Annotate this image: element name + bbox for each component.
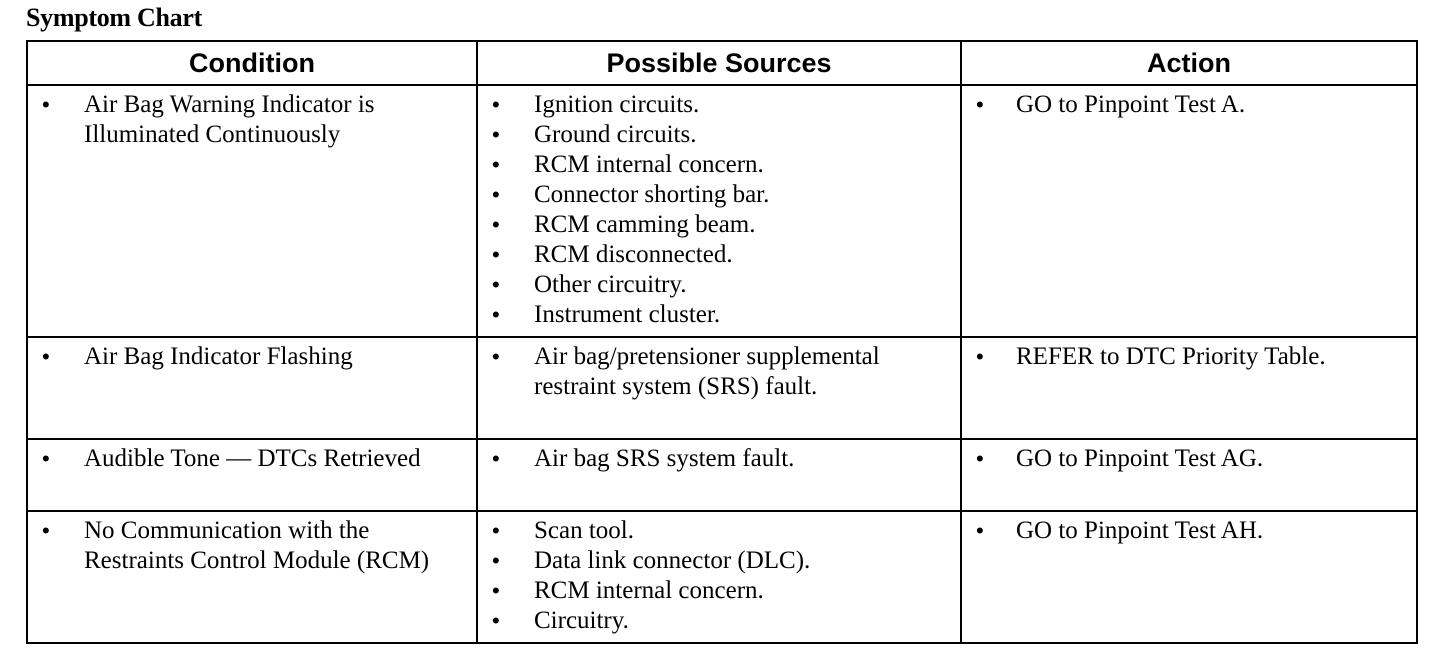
sources-cell — [477, 511, 961, 643]
source-item: • Other circuitry. — [478, 270, 960, 300]
header-condition: Condition — [27, 41, 477, 85]
action-cell — [961, 85, 1417, 337]
header-possible-sources: Possible Sources — [477, 41, 961, 85]
condition-cell — [27, 511, 477, 643]
table-row — [27, 439, 1417, 511]
source-item: • Connector shorting bar. — [478, 180, 960, 210]
source-item: • Ignition circuits. — [478, 90, 960, 120]
source-item: • RCM camming beam. — [478, 210, 960, 240]
action-cell — [961, 337, 1417, 439]
source-item: • Instrument cluster. — [478, 300, 960, 330]
condition-item: • No Communication with the Restraints Control Module (RCM) — [28, 516, 476, 576]
action-cell — [961, 439, 1417, 511]
condition-cell — [27, 85, 477, 337]
table-row — [27, 337, 1417, 439]
action-item: • GO to Pinpoint Test AG. — [962, 444, 1416, 474]
table-row — [27, 85, 1417, 337]
action-item: • GO to Pinpoint Test AH. — [962, 516, 1416, 546]
header-action: Action — [961, 41, 1417, 85]
page-title: Symptom Chart — [26, 3, 202, 32]
table-row — [27, 511, 1417, 643]
symptom-chart-table — [26, 40, 1418, 644]
action-item: • REFER to DTC Priority Table. — [962, 342, 1416, 372]
source-item: • Data link connector (DLC). — [478, 546, 960, 576]
sources-cell — [477, 85, 961, 337]
action-item: • GO to Pinpoint Test A. — [962, 90, 1416, 120]
sources-cell — [477, 439, 961, 511]
condition-cell — [27, 337, 477, 439]
source-item: • RCM internal concern. — [478, 150, 960, 180]
action-cell — [961, 511, 1417, 643]
source-item: • Air bag/pretensioner supplemental restraint system (SRS) fault. — [478, 342, 960, 402]
source-item: • Circuitry. — [478, 606, 960, 636]
sources-cell — [477, 337, 961, 439]
source-item: • Ground circuits. — [478, 120, 960, 150]
source-item: • Scan tool. — [478, 516, 960, 546]
condition-item: • Air Bag Indicator Flashing — [28, 342, 476, 372]
source-item: • RCM internal concern. — [478, 576, 960, 606]
condition-cell — [27, 439, 477, 511]
source-item: • RCM disconnected. — [478, 240, 960, 270]
source-item: • Air bag SRS system fault. — [478, 444, 960, 474]
condition-item: • Air Bag Warning Indicator is Illuminated Continuously — [28, 90, 476, 150]
condition-item: • Audible Tone — DTCs Retrieved — [28, 444, 476, 474]
header-row — [27, 41, 1417, 85]
